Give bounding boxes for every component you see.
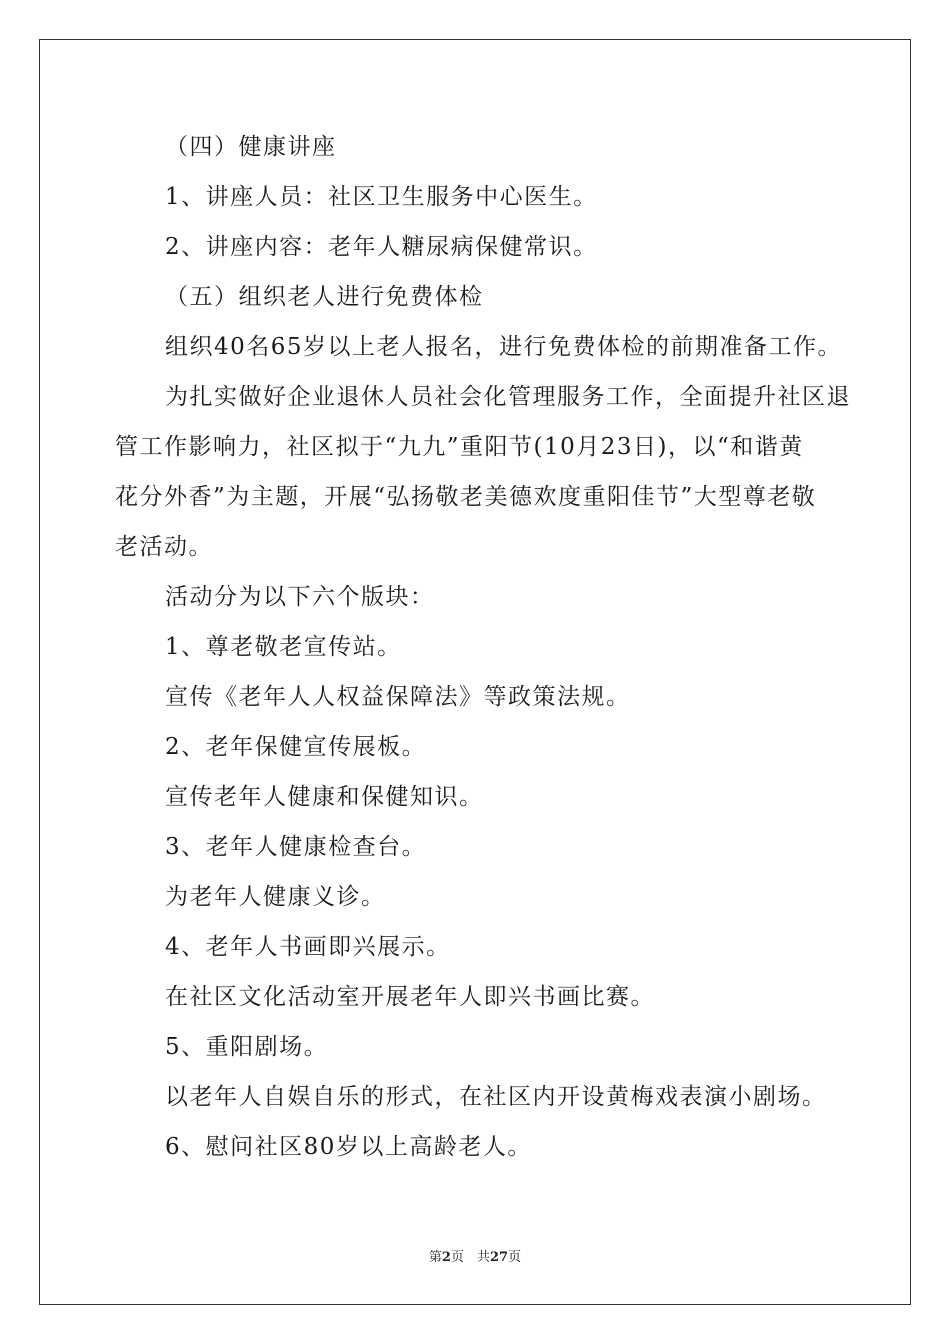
list-item: 1、尊老敬老宣传站。 [165, 634, 402, 660]
page-footer [0, 1246, 950, 1265]
text-line: 在社区文化活动室开展老年人即兴书画比赛。 [165, 984, 655, 1010]
document-body [115, 122, 851, 1172]
text-line: 宣传老年人健康和保健知识。 [165, 784, 484, 810]
footer-mid: 页 共 [450, 1250, 490, 1265]
section-heading: （五）组织老人进行免费体检 [165, 284, 484, 310]
list-item: 5、重阳剧场。 [165, 1034, 329, 1060]
paragraph-line: 管工作影响力，社区拟于“九九”重阳节(10月23日)，以“和谐黄 [115, 434, 804, 460]
list-item: 6、慰问社区80岁以上高龄老人。 [165, 1134, 532, 1160]
list-item: 4、老年人书画即兴展示。 [165, 934, 451, 960]
list-item: 3、老年人健康检查台。 [165, 834, 427, 860]
section-heading: （四）健康讲座 [165, 134, 337, 160]
text-line: 以老年人自娱自乐的形式，在社区内开设黄梅戏表演小剧场。 [165, 1084, 827, 1110]
total-page-number: 27 [489, 1250, 509, 1265]
text-line: 组织40名65岁以上老人报名，进行免费体检的前期准备工作。 [165, 334, 843, 360]
list-item: 1、讲座人员：社区卫生服务中心医生。 [165, 184, 598, 210]
paragraph-line: 为扎实做好企业退休人员社会化管理服务工作，全面提升社区退 [165, 384, 851, 410]
text-line: 宣传《老年人人权益保障法》等政策法规。 [165, 684, 631, 710]
list-item: 2、老年保健宣传展板。 [165, 734, 427, 760]
footer-prefix: 第 [428, 1250, 442, 1265]
list-item: 2、讲座内容：老年人糖尿病保健常识。 [165, 234, 598, 260]
footer-suffix: 页 [508, 1250, 522, 1265]
current-page-number: 2 [441, 1250, 451, 1265]
paragraph-line: 花分外香”为主题，开展“弘扬敬老美德欢度重阳佳节”大型尊老敬 [115, 484, 817, 510]
text-line: 为老年人健康义诊。 [165, 884, 386, 910]
paragraph-line: 老活动。 [115, 534, 213, 560]
text-line: 活动分为以下六个版块： [165, 584, 435, 610]
